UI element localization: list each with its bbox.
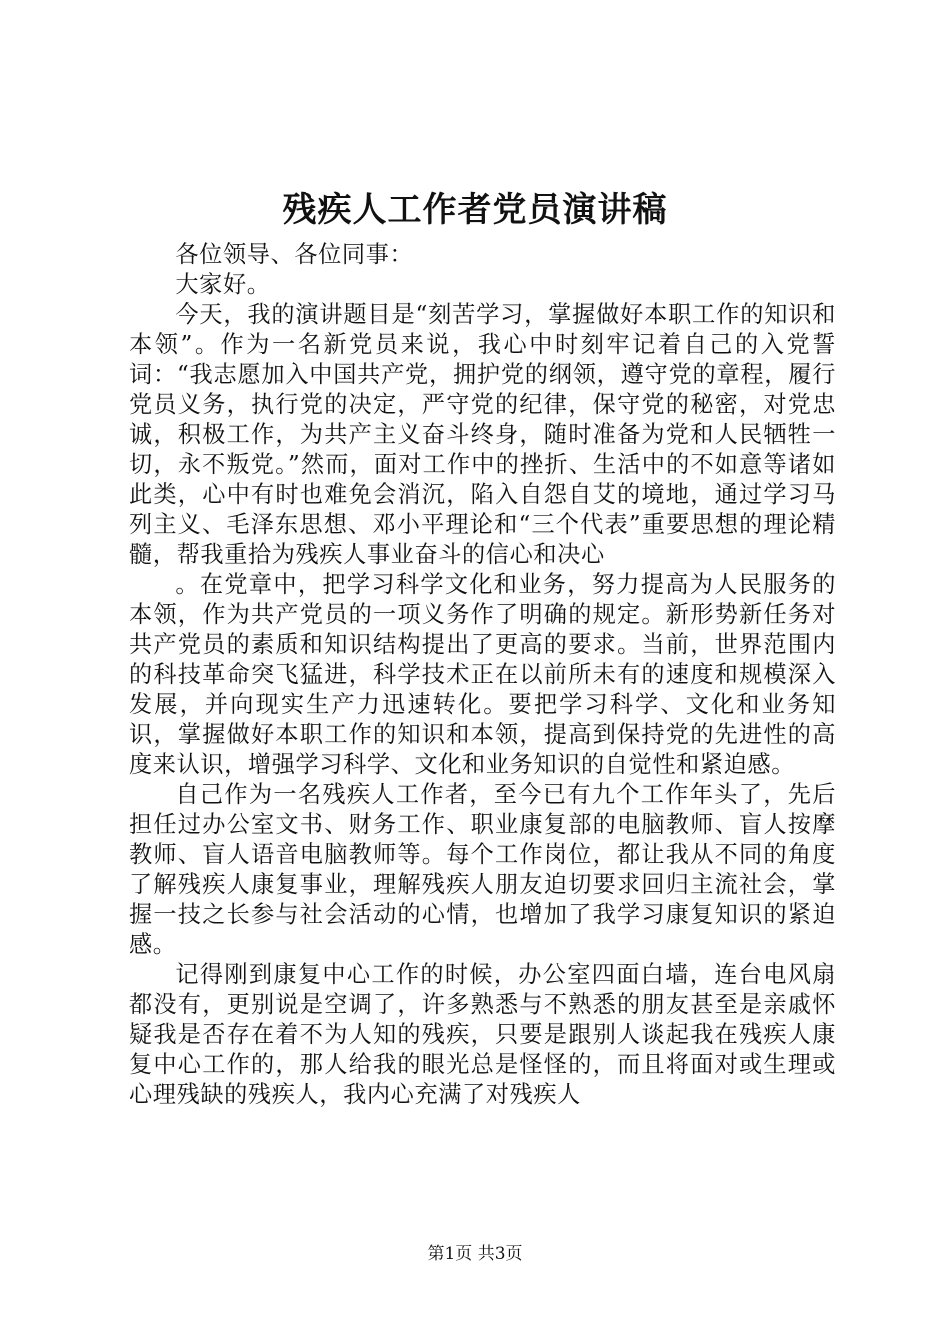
paragraph-work-experience: 自己作为一名残疾人工作者，至今已有九个工作年头了，先后担任过办公室文书、财务工作、职业康复部的电脑教师、盲人按摩教师、盲人语音电脑教师等。每个工作岗位，都让我从不同的角度了解残疾人康复事业，理解残疾人朋友迫切要求回归主流社会，掌握一技之长参与社会活动的心情，也增加了我学习康复知识的紧迫感。 bbox=[129, 781, 836, 958]
paragraph-salutation: 各位领导、各位同事： bbox=[175, 241, 414, 268]
document-title: 残疾人工作者党员演讲稿 bbox=[282, 190, 668, 230]
paragraph-party-constitution: 。在党章中，把学习科学文化和业务，努力提高为人民服务的本领，作为共产党员的一项义务作了明确的规定。新形势新任务对共产党员的素质和知识结构提出了更高的要求。当前，世界范围内的科技革命突飞猛进，科学技术正在以前所未有的速度和规模深入发展，并向现实生产力迅速转化。要把学习科学、文化和业务知识，掌握做好本职工作的知识和本领，提高到保持党的先进性的高度来认识，增强学习科学、文化和业务知识的自觉性和紧迫感。 bbox=[129, 571, 836, 778]
document-body bbox=[129, 240, 836, 1110]
paragraph-topic: 今天，我的演讲题目是“刻苦学习，掌握做好本职工作的知识和本领”。作为一名新党员来说，我心中时刻牢记着自己的入党誓词：“我志愿加入中国共产党，拥护党的纲领，遵守党的章程，履行党员义务，执行党的决定，严守党的纪律，保守党的秘密，对党忠诚，积极工作，为共产主义奋斗终身，随时准备为党和人民牺牲一切，永不叛党。”然而，面对工作中的挫折、生活中的不如意等诸如此类，心中有时也难免会消沉，陷入自怨自艾的境地，通过学习马列主义、毛泽东思想、邓小平理论和“三个代表”重要思想的理论精髓，帮我重拾为残疾人事业奋斗的信心和决心 bbox=[129, 301, 836, 568]
page-footer: 第1页 共3页 bbox=[427, 1244, 523, 1264]
paragraph-greeting: 大家好。 bbox=[175, 271, 271, 298]
paragraph-early-days: 记得刚到康复中心工作的时候，办公室四面白墙，连台电风扇都没有，更别说是空调了，许多熟悉与不熟悉的朋友甚至是亲戚怀疑我是否存在着不为人知的残疾，只要是跟别人谈起我在残疾人康复中心工作的，那人给我的眼光总是怪怪的，而且将面对或生理或心理残缺的残疾人，我内心充满了对残疾人 bbox=[129, 961, 836, 1108]
